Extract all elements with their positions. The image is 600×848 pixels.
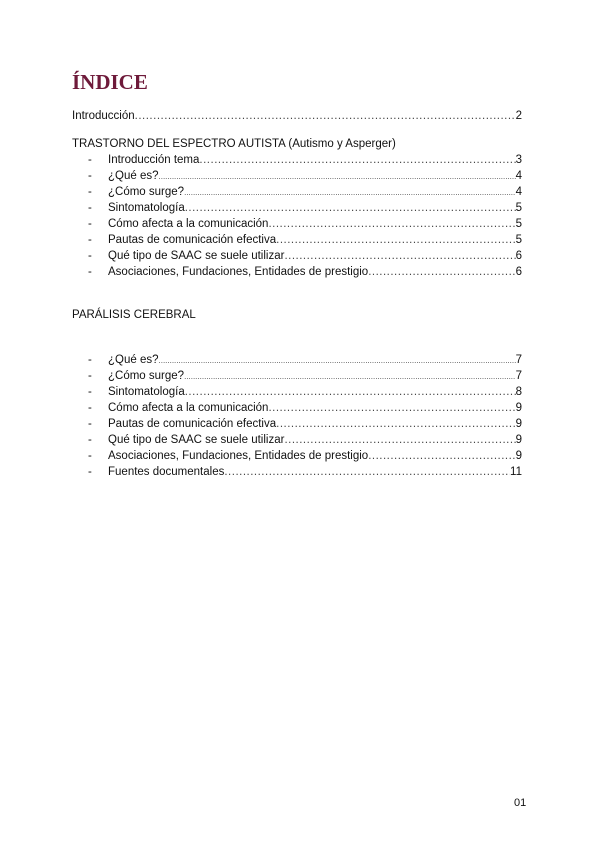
bullet-dash: - — [88, 354, 92, 366]
toc-entry-page: 9 — [515, 402, 522, 414]
toc-entry-label: Asociaciones, Fundaciones, Entidades de prestigio — [108, 266, 369, 278]
toc-entry[interactable] — [88, 448, 522, 464]
section-heading-pc: PARÁLISIS CEREBRAL — [72, 309, 196, 321]
bullet-dash: - — [88, 170, 92, 182]
toc-entry-page: 9 — [515, 418, 522, 430]
dot-leader — [185, 200, 516, 216]
toc-entry-page: 2 — [515, 110, 522, 122]
toc-entry-label: ¿Cómo surge? — [108, 186, 185, 198]
toc-entry[interactable] — [88, 248, 522, 264]
dot-leader — [368, 264, 515, 280]
dot-leader — [268, 400, 515, 416]
bullet-dash: - — [88, 450, 92, 462]
dot-leader — [199, 152, 515, 168]
toc-entry-label: Qué tipo de SAAC se suele utilizar — [108, 250, 285, 262]
toc-entry[interactable] — [88, 464, 522, 480]
toc-entry-page: 8 — [515, 386, 522, 398]
dot-leader — [284, 432, 515, 448]
dot-leader — [276, 416, 515, 432]
toc-entry[interactable] — [88, 264, 522, 280]
bullet-dash: - — [88, 234, 92, 246]
toc-entry-label: Introducción tema — [108, 154, 200, 166]
toc-entry-label: Qué tipo de SAAC se suele utilizar — [108, 434, 285, 446]
dot-leader — [135, 108, 516, 124]
toc-entry-label: Cómo afecta a la comunicación — [108, 402, 269, 414]
toc-entry-label: Asociaciones, Fundaciones, Entidades de prestigio — [108, 450, 369, 462]
toc-entry-label: Sintomatología — [108, 386, 185, 398]
toc-entry[interactable] — [88, 400, 522, 416]
bullet-dash: - — [88, 266, 92, 278]
dot-leader — [276, 232, 515, 248]
toc-entry-page: 5 — [515, 202, 522, 214]
bullet-dash: - — [88, 250, 92, 262]
toc-entry-label: Pautas de comunicación efectiva — [108, 418, 277, 430]
toc-entry[interactable] — [88, 216, 522, 232]
dot-leader — [268, 216, 515, 232]
toc-entry-page: 6 — [515, 266, 522, 278]
toc-entry-label: Fuentes documentales — [108, 466, 225, 478]
dot-leader — [368, 448, 515, 464]
toc-entry[interactable] — [88, 368, 522, 384]
toc-entry-page: 5 — [515, 234, 522, 246]
toc-entry[interactable] — [88, 200, 522, 216]
toc-entry-label: Sintomatología — [108, 202, 185, 214]
toc-entry-introduction[interactable] — [72, 108, 522, 124]
toc-entry-page: 7 — [515, 354, 522, 366]
bullet-dash: - — [88, 386, 92, 398]
toc-entry-page: 5 — [515, 218, 522, 230]
toc-entry-label: Introducción — [72, 110, 135, 122]
toc-entry-page: 4 — [515, 170, 522, 182]
toc-entry-page: 4 — [515, 186, 522, 198]
bullet-dash: - — [88, 154, 92, 166]
toc-entry[interactable] — [88, 384, 522, 400]
toc-entry-page: 6 — [515, 250, 522, 262]
dot-leader — [159, 169, 516, 185]
toc-entry-page: 9 — [515, 450, 522, 462]
bullet-dash: - — [88, 370, 92, 382]
dot-leader — [184, 185, 516, 201]
toc-entry-page: 11 — [510, 466, 522, 478]
bullet-dash: - — [88, 402, 92, 414]
toc-entry[interactable] — [88, 416, 522, 432]
toc-entry[interactable] — [88, 232, 522, 248]
bullet-dash: - — [88, 218, 92, 230]
toc-entry[interactable] — [88, 168, 522, 184]
dot-leader — [184, 369, 516, 385]
toc-entry[interactable] — [88, 152, 522, 168]
toc-entry[interactable] — [88, 352, 522, 368]
section-heading-tea: TRASTORNO DEL ESPECTRO AUTISTA (Autismo y Asperger) — [72, 138, 396, 150]
dot-leader — [185, 384, 516, 400]
dot-leader — [284, 248, 515, 264]
bullet-dash: - — [88, 434, 92, 446]
dot-leader — [224, 464, 510, 480]
toc-entry-label: ¿Qué es? — [108, 354, 159, 366]
toc-entry-page: 3 — [515, 154, 522, 166]
bullet-dash: - — [88, 418, 92, 430]
dot-leader — [159, 353, 516, 369]
toc-entry-label: ¿Qué es? — [108, 170, 159, 182]
toc-entry-label: Pautas de comunicación efectiva — [108, 234, 277, 246]
toc-entry-label: ¿Cómo surge? — [108, 370, 185, 382]
bullet-dash: - — [88, 202, 92, 214]
toc-entry-label: Cómo afecta a la comunicación — [108, 218, 269, 230]
page-number: 01 — [514, 797, 527, 809]
bullet-dash: - — [88, 466, 92, 478]
index-title: ÍNDICE — [72, 70, 148, 94]
toc-entry[interactable] — [88, 184, 522, 200]
toc-entry-page: 7 — [515, 370, 522, 382]
bullet-dash: - — [88, 186, 92, 198]
toc-entry[interactable] — [88, 432, 522, 448]
toc-entry-page: 9 — [515, 434, 522, 446]
